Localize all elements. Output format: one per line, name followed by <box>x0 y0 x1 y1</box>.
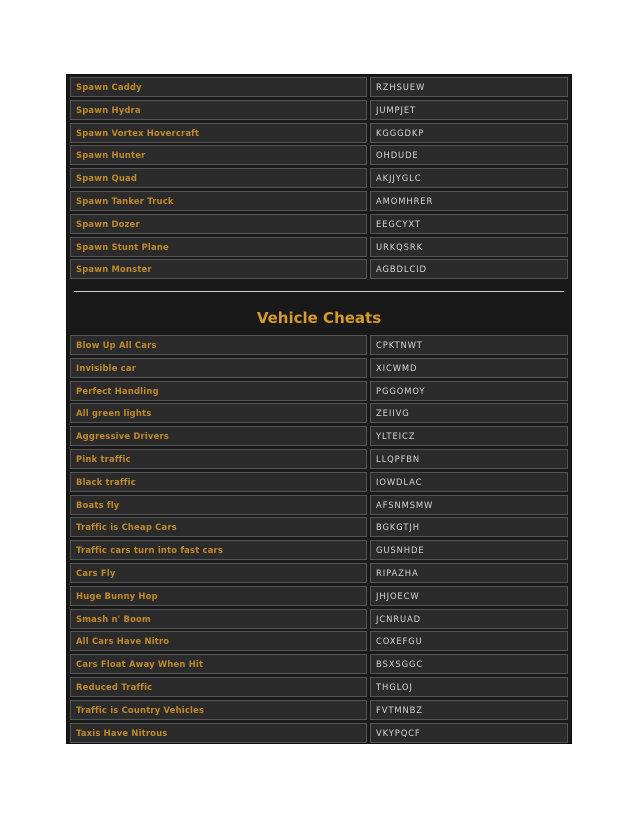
cheat-code: PGGOMOY <box>370 381 568 401</box>
cheat-name: Huge Bunny Hop <box>70 586 367 606</box>
cheat-code: GUSNHDE <box>370 540 568 560</box>
cheat-name: Spawn Quad <box>70 168 367 188</box>
cheat-name: Traffic is Cheap Cars <box>70 517 367 537</box>
cheat-code: RZHSUEW <box>370 77 568 97</box>
cheat-name: Cars Float Away When Hit <box>70 654 367 674</box>
table-row <box>70 191 568 211</box>
cheat-code: AMOMHRER <box>370 191 568 211</box>
cheat-code: BSXSGGC <box>370 654 568 674</box>
cheat-name: Spawn Tanker Truck <box>70 191 367 211</box>
cheat-code: YLTEICZ <box>370 426 568 446</box>
table-row <box>70 123 568 143</box>
table-row <box>70 495 568 515</box>
cheat-name: Spawn Hydra <box>70 100 367 120</box>
cheat-name: Traffic is Country Vehicles <box>70 700 367 720</box>
cheat-code: XICWMD <box>370 358 568 378</box>
table-row <box>70 214 568 234</box>
cheat-name: All Cars Have Nitro <box>70 631 367 651</box>
cheat-name: Reduced Traffic <box>70 677 367 697</box>
table-row <box>70 654 568 674</box>
cheat-code: KGGGDKP <box>370 123 568 143</box>
cheat-code: FVTMNBZ <box>370 700 568 720</box>
cheat-code: CPKTNWT <box>370 335 568 355</box>
cheat-code: AFSNMSMW <box>370 495 568 515</box>
section-title: Vehicle Cheats <box>256 309 382 327</box>
table-row <box>70 259 568 279</box>
cheat-code: EEGCYXT <box>370 214 568 234</box>
table-row <box>70 100 568 120</box>
cheat-name: All green lights <box>70 403 367 423</box>
table-row <box>70 723 568 743</box>
cheat-name: Pink traffic <box>70 449 367 469</box>
cheat-name: Spawn Stunt Plane <box>70 237 367 257</box>
table-row <box>70 540 568 560</box>
table-row <box>70 700 568 720</box>
table-row <box>70 472 568 492</box>
cheat-name: Spawn Dozer <box>70 214 367 234</box>
table-row <box>70 517 568 537</box>
cheat-name: Spawn Hunter <box>70 145 367 165</box>
cheat-code: BGKGTJH <box>370 517 568 537</box>
cheat-name: Spawn Vortex Hovercraft <box>70 123 367 143</box>
cheat-code: RIPAZHA <box>370 563 568 583</box>
table-row <box>70 358 568 378</box>
cheat-name: Invisible car <box>70 358 367 378</box>
cheat-code: IOWDLAC <box>370 472 568 492</box>
section-divider <box>74 291 564 292</box>
table-row <box>70 77 568 97</box>
table-row <box>70 335 568 355</box>
table-row <box>70 563 568 583</box>
cheat-code: JUMPJET <box>370 100 568 120</box>
cheat-code: JCNRUAD <box>370 609 568 629</box>
cheat-name: Traffic cars turn into fast cars <box>70 540 367 560</box>
cheat-code: JHJOECW <box>370 586 568 606</box>
table-row <box>70 586 568 606</box>
cheat-code: URKQSRK <box>370 237 568 257</box>
cheat-code: VKYPQCF <box>370 723 568 743</box>
table-row <box>70 631 568 651</box>
cheat-code: AGBDLCID <box>370 259 568 279</box>
cheat-name: Spawn Caddy <box>70 77 367 97</box>
cheat-name: Spawn Monster <box>70 259 367 279</box>
cheats-panel <box>66 74 572 744</box>
cheat-code: COXEFGU <box>370 631 568 651</box>
cheat-name: Boats fly <box>70 495 367 515</box>
cheat-name: Perfect Handling <box>70 381 367 401</box>
table-row <box>70 677 568 697</box>
spawn-cheats-table <box>70 77 568 282</box>
cheat-name: Blow Up All Cars <box>70 335 367 355</box>
table-row <box>70 168 568 188</box>
cheat-code: LLQPFBN <box>370 449 568 469</box>
cheat-code: ZEIIVG <box>370 403 568 423</box>
cheat-code: THGLOJ <box>370 677 568 697</box>
vehicle-cheats-table <box>70 335 568 745</box>
cheat-name: Cars Fly <box>70 563 367 583</box>
table-row <box>70 237 568 257</box>
cheat-name: Smash n' Boom <box>70 609 367 629</box>
table-row <box>70 381 568 401</box>
cheat-code: OHDUDE <box>370 145 568 165</box>
cheat-name: Aggressive Drivers <box>70 426 367 446</box>
cheat-code: AKJJYGLC <box>370 168 568 188</box>
table-row <box>70 145 568 165</box>
table-row <box>70 609 568 629</box>
table-row <box>70 449 568 469</box>
cheat-name: Taxis Have Nitrous <box>70 723 367 743</box>
cheat-name: Black traffic <box>70 472 367 492</box>
table-row <box>70 426 568 446</box>
table-row <box>70 403 568 423</box>
